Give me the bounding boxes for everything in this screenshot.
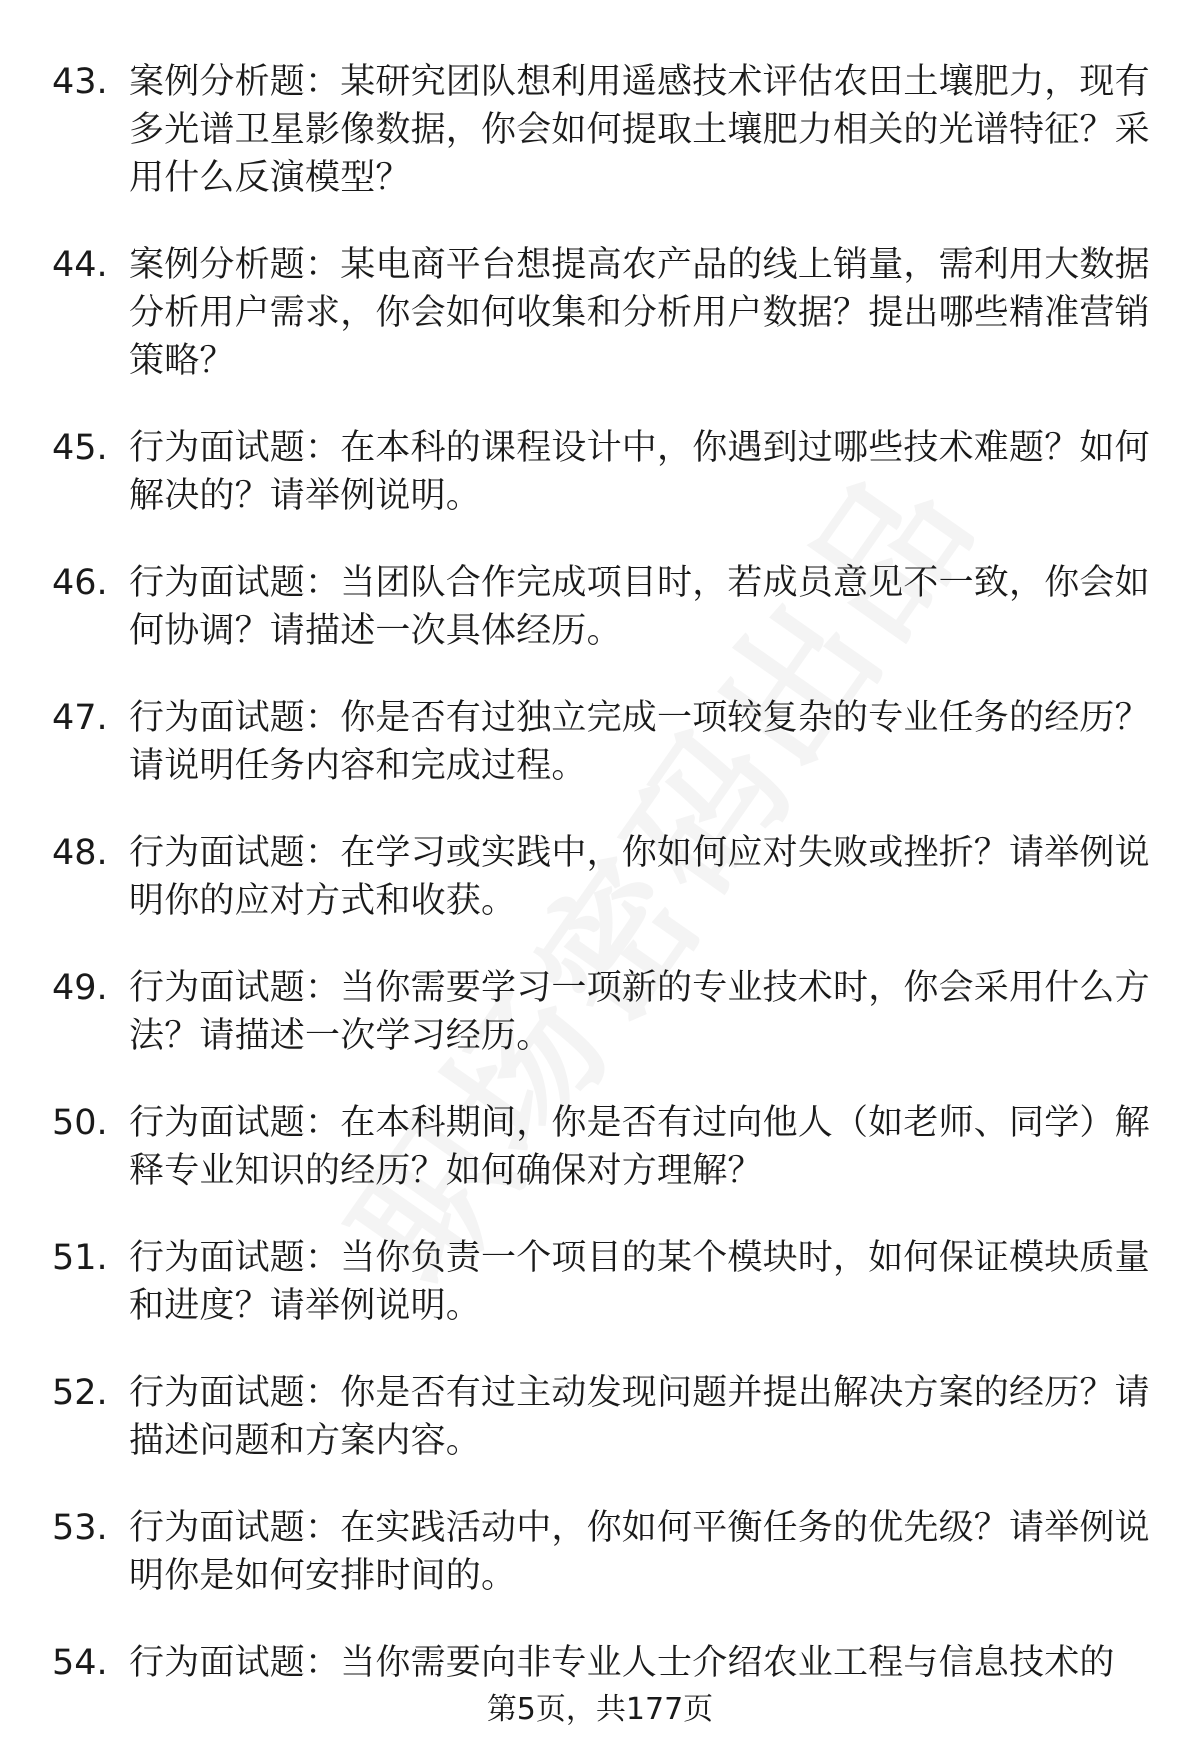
question-number: 49. [52,968,108,1008]
question-item [52,241,1162,385]
question-text: 行为面试题：你是否有过主动发现问题并提出解决方案的经历？请描述问题和方案内容。 [129,1373,1150,1461]
question-item [52,964,1162,1060]
question-item [52,694,1162,790]
question-number: 47. [52,698,108,738]
question-item [52,58,1162,202]
question-number: 48. [52,833,108,873]
question-text: 行为面试题：当你需要向非专业人士介绍农业工程与信息技术的 [129,1643,1115,1683]
question-item [52,1234,1162,1330]
question-item [52,1099,1162,1195]
question-number: 43. [52,62,108,102]
question-text: 行为面试题：当你负责一个项目的某个模块时，如何保证模块质量和进度？请举例说明。 [129,1238,1150,1326]
page-footer: 第5页，共177页 [486,1692,714,1727]
question-number: 46. [52,563,108,603]
question-number: 53. [52,1508,108,1548]
question-number: 52. [52,1373,108,1413]
question-text: 行为面试题：当团队合作完成项目时，若成员意见不一致，你会如何协调？请描述一次具体经历。 [129,563,1150,651]
question-number: 44. [52,245,108,285]
question-text: 案例分析题：某电商平台想提高农产品的线上销量，需利用大数据分析用户需求，你会如何收集和分析用户数据？提出哪些精准营销策略？ [129,245,1150,381]
question-text: 行为面试题：当你需要学习一项新的专业技术时，你会采用什么方法？请描述一次学习经历。 [129,968,1150,1056]
question-text: 行为面试题：在实践活动中，你如何平衡任务的优先级？请举例说明你是如何安排时间的。 [129,1508,1150,1596]
question-text: 行为面试题：在本科的课程设计中，你遇到过哪些技术难题？如何解决的？请举例说明。 [129,428,1150,516]
question-item [52,1504,1162,1600]
question-item [52,424,1162,520]
question-list [52,58,1162,1687]
question-number: 51. [52,1238,108,1278]
question-number: 50. [52,1103,108,1143]
question-text: 行为面试题：在本科期间，你是否有过向他人（如老师、同学）解释专业知识的经历？如何确保对方理解？ [129,1103,1150,1191]
question-number: 54. [52,1643,108,1683]
question-item [52,829,1162,925]
question-number: 45. [52,428,108,468]
question-text: 行为面试题：你是否有过独立完成一项较复杂的专业任务的经历？请说明任务内容和完成过程。 [129,698,1150,786]
question-item [52,1369,1162,1465]
question-item [52,559,1162,655]
question-item [52,1639,1162,1687]
question-text: 行为面试题：在学习或实践中，你如何应对失败或挫折？请举例说明你的应对方式和收获。 [129,833,1150,921]
question-text: 案例分析题：某研究团队想利用遥感技术评估农田土壤肥力，现有多光谱卫星影像数据，你会如何提取土壤肥力相关的光谱特征？采用什么反演模型？ [129,62,1150,198]
